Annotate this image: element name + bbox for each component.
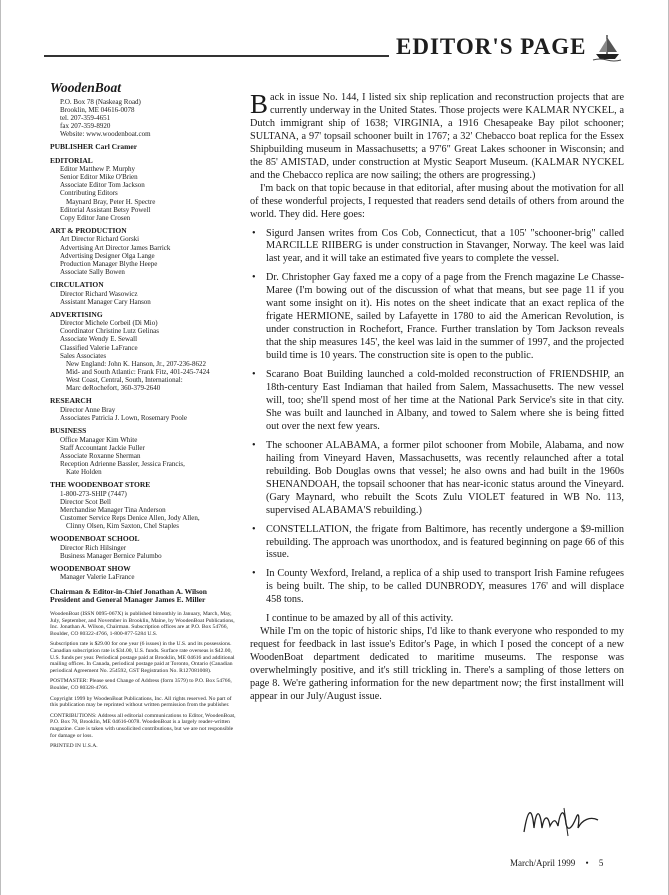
page-title: EDITOR'S PAGE <box>396 34 587 59</box>
masthead-section <box>50 227 240 276</box>
masthead-section <box>50 311 240 392</box>
masthead-staff-line: Associate Roxanne Sherman <box>60 451 141 460</box>
masthead-section <box>50 397 240 422</box>
address-line: fax 207-359-8920 <box>60 122 111 130</box>
masthead-staff-line: Staff Accountant Jackie Fuller <box>60 443 145 452</box>
fine-print-paragraph: WoodenBoat (ISSN 0095-067X) is published bimonthly in January, March, May, July, September, and November in Brooklin, Maine, by WoodenBoat Publications, Inc. Jonathan A. Wilson, Chairman. Subscription offices are at P.O. Box 54766, Boulder, CO 80322-4766, 1-800-877-5284 U.S. <box>50 611 235 637</box>
masthead-section <box>50 535 240 560</box>
masthead-staff-line: Merchandise Manager Tina Anderson <box>60 505 166 514</box>
masthead-staff-line: Office Manager Kim White <box>60 435 138 444</box>
masthead-fine-print <box>50 611 240 750</box>
fine-print-paragraph: Copyright 1999 by WoodenBoat Publications, Inc. All rights reserved. No part of this publication may be reprinted without written permission from the publisher. <box>50 695 232 709</box>
masthead-section-heading: BUSINESS <box>50 425 87 435</box>
page-header <box>44 28 624 68</box>
masthead-staff-line: Reception Adrienne Bassler, Jessica Francis, <box>60 459 185 468</box>
masthead-staff-line: Manager Valerie LaFrance <box>60 573 135 582</box>
editor-signature <box>520 798 602 844</box>
masthead-section <box>50 281 240 306</box>
masthead-staff-line: Copy Editor Jane Crosen <box>60 213 131 222</box>
address-line: Brooklin, ME 04616-0078 <box>60 106 135 114</box>
masthead-logo: WoodenBoat <box>50 80 122 95</box>
masthead-staff-line: Production Manager Blythe Heepe <box>60 259 158 268</box>
masthead-staff-line: Clinny Olsen, Kim Saxton, Chel Staples <box>66 521 179 530</box>
masthead-staff-line: Senior Editor Mike O'Brien <box>60 173 138 182</box>
masthead-staff-line: Marc deRochefort, 360-379-2640 <box>66 384 161 393</box>
masthead-staff-line: Editorial Assistant Betsy Powell <box>60 205 151 214</box>
masthead-sections <box>50 157 240 582</box>
masthead-section-heading: CIRCULATION <box>50 279 104 289</box>
fine-print-paragraph: CONTRIBUTIONS: Address all editorial communications to Editor, WoodenBoat, P.O. Box 78, Brooklin, ME 04616-0078. WoodenBoat is a largely reader-written magazine. Care is taken with unsolicited contributions, but we are not responsible for damage or loss. <box>50 712 236 739</box>
project-list <box>250 228 624 608</box>
masthead-staff-line: Editor Matthew P. Murphy <box>60 165 136 174</box>
masthead-staff-line: Associate Sally Bowen <box>60 267 125 276</box>
chairman-line: Chairman & Editor-in-Chief Jonathan A. Wilson <box>50 586 207 596</box>
masthead-address <box>60 98 240 138</box>
drop-cap: B <box>250 89 269 119</box>
masthead-staff-line: Art Director Richard Gorski <box>60 235 140 244</box>
masthead-staff-line: Advertising Art Director James Barrick <box>60 243 171 252</box>
masthead-section-heading: RESEARCH <box>50 396 92 406</box>
masthead-staff-line: Maynard Bray, Peter H. Spectre <box>66 197 156 206</box>
masthead-section-heading: EDITORIAL <box>50 155 93 165</box>
list-item: • Scarano Boat Building launched a cold-molded reconstruction of FRIENDSHIP, an 18th-century East Indiaman that hailed from Salem, Massachusetts. The new vessel will, too; she'll spend most of her time at the National Park Service's site in that city. She was built and launched in Albany, and towed to Salem where she is being fitted out over the next few years. <box>250 369 624 434</box>
fine-print-paragraph: PRINTED IN U.S.A. <box>50 743 98 750</box>
masthead-staff-line: Customer Service Reps Denice Allen, Jody Allen, <box>60 513 200 522</box>
address-line: tel. 207-359-4651 <box>60 114 111 122</box>
sailing-ship-icon <box>592 32 622 62</box>
masthead-staff-line: Business Manager Bernice Palumbo <box>60 551 162 560</box>
masthead-staff-line: Kate Holden <box>66 467 102 476</box>
masthead-chairman <box>50 588 240 606</box>
address-line: P.O. Box 78 (Naskeag Road) <box>60 98 141 106</box>
masthead-staff-line: Mid- and South Atlantic: Frank Fitz, 401-245-7424 <box>66 367 210 376</box>
masthead-section <box>50 481 240 530</box>
list-item: • CONSTELLATION, the frigate from Baltimore, has recently undergone a $9-million rebuilding. The approach was unorthodox, and is featured beginning on page 66 of this issue. <box>250 524 624 563</box>
list-item: • Sigurd Jansen writes from Cos Cob, Connecticut, that a 105' "schooner-brig" called MARCILLE RIIBERG is under construction in Stavanger, Norway. The keel was laid last year, and it will take an estimated five years to complete the vessel. <box>250 228 624 267</box>
article-paragraph: I'm back on that topic because in that editorial, after musing about the motivation for all of these wonderful projects, I requested that readers send details of others from around the world. They did. Here goes: <box>250 182 624 220</box>
masthead <box>50 80 240 754</box>
header-rule <box>44 55 389 57</box>
masthead-publisher: PUBLISHER Carl Cramer <box>50 142 138 151</box>
masthead-staff-line: Director Rich Hilsinger <box>60 543 127 552</box>
masthead-staff-line: Director Anne Bray <box>60 405 116 414</box>
masthead-staff-line: Associates Patricia J. Lown, Rosemary Poole <box>60 413 187 422</box>
list-item: • The schooner ALABAMA, a former pilot schooner from Mobile, Alabama, and now hailing from Vineyard Haven, Massachusetts, was recently relaunched after a total rebuilding. Bob Douglas owns that vessel; he also owns and had built in the 1960s SHENANDOAH, the topsail schooner that has near-iconic status around the Vineyard. (Gary Maynard, who rebuilt the Scots Zulu VIOLET featured in WB No. 113, supervised ALABAMA'S rebuilding.) <box>250 440 624 518</box>
list-item: • Dr. Christopher Gay faxed me a copy of a page from the French magazine Le Chasse-Maree (I'm bowing out of the discussion of what that means, but see page 11 if you want some insight on it). His notes on the sheet indicate that an exact replica of the frigate HERMIONE, sailed by Lafayette in 1780 to aid the American Revolution, is under construction in Rochefort, France. Further translation by Tom Jackson reveals that the ship measures 145', the keel was laid in the summer of 1997, and the projected build time is 10 years. The construction site is open to the public. <box>250 272 624 363</box>
issue-date: March/April 1999 <box>510 858 576 868</box>
masthead-section <box>50 427 240 476</box>
article-paragraph: While I'm on the topic of historic ships, I'd like to thank everyone who responded to my request for feedback in last issue's Editor's Page, in which I posed the concept of a new WoodenBoat department dedicated to maritime museums. The response was overwhelmingly positive, and it's still trickling in. There's a sampling of those letters on page 8. We're gathering information for the new department now; the first installment will appear in our July/August issue. <box>250 626 624 702</box>
masthead-staff-line: New England: John K. Hanson, Jr., 207-236-8622 <box>66 359 206 368</box>
masthead-staff-line: Director Richard Wasowicz <box>60 289 138 298</box>
masthead-staff-line: 1-800-273-SHIP (7447) <box>60 489 127 498</box>
page-edge-left <box>0 0 1 895</box>
masthead-section-heading: ADVERTISING <box>50 309 103 319</box>
address-line: Website: www.woodenboat.com <box>60 130 151 138</box>
closing-line: I continue to be amazed by all of this activity. <box>266 613 454 625</box>
president-line: President and General Manager James E. Miller <box>50 595 206 605</box>
masthead-staff-line: Advertising Designer Olga Lange <box>60 251 155 260</box>
editorial-article <box>250 89 624 704</box>
masthead-staff-line: Coordinator Christine Lutz Gelinas <box>60 327 159 336</box>
masthead-section-heading: THE WOODENBOAT STORE <box>50 479 151 489</box>
footer-separator: • <box>585 858 589 868</box>
article-intro <box>250 89 624 183</box>
page-footer <box>510 858 603 868</box>
masthead-staff-line: Director Michele Corbeil (Di Mio) <box>60 319 158 328</box>
masthead-section <box>50 565 240 582</box>
masthead-staff-line: Contributing Editors <box>60 189 118 198</box>
masthead-section-heading: ART & PRODUCTION <box>50 225 127 235</box>
page-number: 5 <box>598 858 604 868</box>
list-item: • In County Wexford, Ireland, a replica of a ship used to transport Irish Famine refugees is being built. The ship, to be called DUNBRODY, measures 176' and will displace 458 tons. <box>250 568 624 607</box>
masthead-staff-line: Classified Valerie LaFrance <box>60 343 138 352</box>
fine-print-paragraph: Subscription rate is $29.00 for one year (6 issues) in the U.S. and its possessions. Canadian subscription rate is $34.00, U.S. funds. Surface rate overseas is $42.00, U.S. funds per year. Periodical postage paid at Brooklin, ME 04616 and additional mailing offices. In Canada, periodical postage paid at Toronto, Ontario (Canadian periodical Agreement No. 254592, GST Registration No. R127081008). <box>50 641 235 674</box>
masthead-staff-line: Sales Associates <box>60 351 107 360</box>
masthead-staff-line: Associate Editor Tom Jackson <box>60 181 145 190</box>
masthead-section-heading: WOODENBOAT SCHOOL <box>50 534 140 544</box>
intro-text: ack in issue No. 144, I listed six ship replication and reconstruction projects that are currently underway in the United States. Those projects were KALMAR NYCKEL, a Dutch immigrant ship of 1638; VIRGINIA, a 1916 Chesapeake Bay pilot schooner; SULTANA, a 97' topsail schooner built in 1767; a 32' Chebacco boat replica for the Essex Shipbuilding museum in Massachusetts; a 97'6" Great Lakes schooner in Wisconsin; and the 85' AMISTAD, under construction at Mystic Seaport Museum. (KALMAR NYCKEL and the Chebacco replica are now sailing; the others are progressing.) <box>250 92 624 181</box>
fine-print-paragraph: POSTMASTER: Please send Change of Address (form 3579) to P.O. Box 54766, Boulder, CO 80328-4766. <box>50 678 232 692</box>
masthead-section-heading: WOODENBOAT SHOW <box>50 563 131 573</box>
masthead-staff-line: Assistant Manager Cary Hanson <box>60 297 151 306</box>
masthead-staff-line: Associate Wendy E. Sewall <box>60 335 138 344</box>
masthead-staff-line: West Coast, Central, South, International: <box>66 375 183 384</box>
masthead-section <box>50 157 240 222</box>
masthead-staff-line: Director Scot Bell <box>60 497 111 506</box>
